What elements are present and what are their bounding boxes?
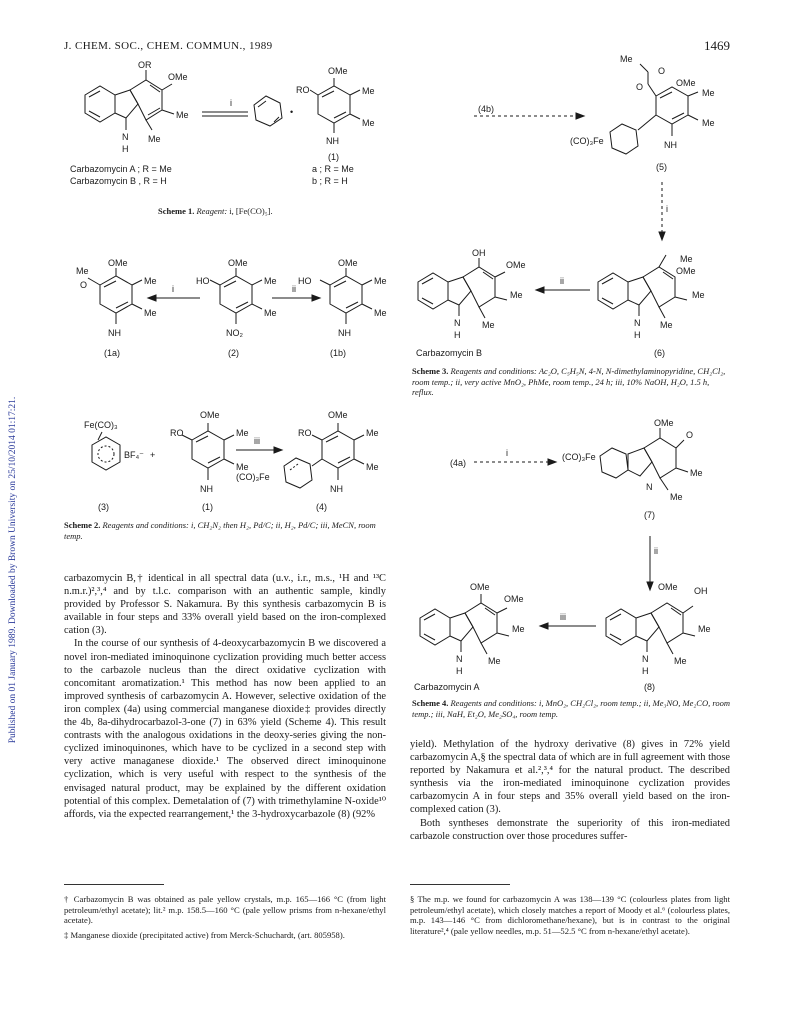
footnote-dagger: † Carbazomycin B was obtained as pale yellow crystals, m.p. 165—166 °C (from light petroleum/ethyl acetate); lit.² m.p. 158.5—160 °C (pale yellow prisms from n-hexane/ethyl acetate). — [64, 894, 386, 926]
s3-oh: OH — [472, 248, 486, 258]
s4-me-a2: Me — [488, 656, 501, 666]
right-paragraph-1: yield). Methylation of the hydroxy derivative (8) gives in 72% yield carbazomycin A,§ the spectral data of which are in full agreement with those reported by Nakamura et al.²,³,⁴ for the natural product. The described synthesis via the iron-mediated iminoquinone cyclization provides carbazomycin A in four steps and 35% overall yield based on the iron-complexed cation (3). — [410, 739, 730, 816]
s3-o-2: O — [636, 82, 644, 92]
s3-arrow-ii: ii — [560, 276, 564, 286]
s2-me-1a-2: Me — [144, 276, 157, 286]
s1-carb-a: Carbazomycin A ; R = Me — [70, 164, 172, 174]
s2-me-4-b: Me — [366, 462, 379, 472]
s1-me-2: Me — [148, 134, 161, 144]
right-paragraph-2: Both syntheses demonstrate the superiority of this iron-mediated carbazole construction over those procedures suffer- — [410, 817, 730, 842]
s2-ome-2: OMe — [228, 258, 248, 268]
s2-ome-1a: OMe — [108, 258, 128, 268]
scheme-1-caption: Scheme 1. Reagent: i, [Fe(CO)₅]. — [158, 206, 273, 216]
s1-carb-b: Carbazomycin B , R = H — [70, 176, 167, 186]
s3-n-b: N — [454, 318, 461, 328]
s4-ome-a1: OMe — [470, 582, 490, 592]
left-paragraph-1: carbazomycin B,† identical in all spectral data (u.v., i.r., m.s., ¹H and ¹³C n.m.r.)²,³,⁴ and by t.l.c. comparison with an authentic sample, kindly provided by Professor S. Nakamura. By this synthesis carbazomycin B is available in four steps and 33% overall yield based on the iron-complexed cation (3). — [64, 573, 386, 637]
s2-bf4: BF₄⁻ — [124, 450, 144, 460]
s1-compound: (1) — [328, 152, 339, 162]
s2-me-1b-b: Me — [374, 308, 387, 318]
s4-me-7b: Me — [670, 492, 683, 502]
s2-me-4-a: Me — [366, 428, 379, 438]
s2-plus: + — [150, 450, 156, 460]
s1-plus: • — [290, 107, 294, 117]
s2-no2: NO₂ — [226, 328, 243, 338]
s2-ome-1b: OMe — [338, 258, 358, 268]
s3-n-6: N — [634, 318, 641, 328]
s2-me-1b-a: Me — [374, 276, 387, 286]
s1-reagent: i — [230, 98, 232, 108]
s3-label-6: (6) — [654, 348, 665, 358]
s2-ro-1: RO — [170, 428, 184, 438]
s2-label-4: (4) — [316, 502, 327, 512]
s3-arrow-i: i — [666, 204, 668, 214]
s2-ho-1b: HO — [298, 276, 312, 286]
s3-me-b1: Me — [510, 290, 523, 300]
s3-o-1: O — [658, 66, 666, 76]
s4-me-8a: Me — [698, 624, 711, 634]
s2-me-2a: Me — [264, 276, 277, 286]
s2-ome-4: OMe — [328, 410, 348, 420]
s2-me-1a-3: Me — [144, 308, 157, 318]
s3-carb-b: Carbazomycin B — [416, 348, 483, 358]
journal-header: J. CHEM. SOC., CHEM. COMMUN., 1989 — [64, 40, 273, 52]
s3-ome-b: OMe — [506, 260, 526, 270]
s2-arrow-iii: iii — [254, 436, 260, 446]
s2-ome-1: OMe — [200, 410, 220, 420]
s4-ome-7: OMe — [654, 418, 674, 428]
s2-fe: Fe(CO)₃ — [84, 420, 118, 430]
left-paragraph-2: In the course of our synthesis of 4-deoxycarbazomycin B we discovered a novel iron-mediated iminoquinone cyclization providing much better access to the carbazole nucleus than the direct oxidative cyclization with concomitant aromatization.¹ This method has now been applied to an improved synthesis of carbazomycin A. However, selective oxidation of the iron complex (4a) using commercial manganese dioxide‡ provides directly the 4b, 8a-dihydrocarbazol-3-one (7) in 63% yield (Scheme 4). This result contrasts with the analogous oxidations in the deoxy-series giving the non-cyclized iminoquinones, which have to be cyclized in a second step with very active managanese dioxide.¹ The observed direct iminoquinone cyclization, which is very useful with respect to the synthesis of the envisaged natural product, may be explained by the different oxidation potential of this complex. Demetalation of (7) with trimethylamine N-oxide¹⁰ affords, via the expected rearrangement,¹ the 3-hydroxycarbazole (8) (92% — [64, 638, 386, 820]
s4-ome-8: OMe — [658, 582, 678, 592]
s1-me-b1: Me — [362, 86, 375, 96]
s3-me-1: Me — [702, 88, 715, 98]
s4-carb-a: Carbazomycin A — [414, 682, 480, 692]
s3-4b: (4b) — [478, 104, 495, 114]
s3-h-6: H — [634, 330, 641, 340]
footnote-rule-right — [410, 884, 510, 885]
s4-h-a: H — [456, 666, 463, 676]
footnote-rule-left — [64, 884, 164, 885]
s4-oh-8: OH — [694, 586, 708, 596]
s1-ome-b: OMe — [328, 66, 348, 76]
s1-me-1: Me — [176, 110, 189, 120]
s4-n-8: N — [642, 654, 649, 664]
s3-ome-6: OMe — [676, 266, 696, 276]
s1-nh2: NH — [326, 136, 339, 146]
s2-label-1b: (1b) — [330, 348, 347, 358]
footnote-section: § The m.p. we found for carbazomycin A was 138—139 °C (colourless plates from light petroleum/ethyl acetate), which closely matches a report of Moody et al.⁶ (colourless plates, m.p. 143—146 °C from dichloromethane/hexane), but is in contrast to the original literature²,⁴ (pale yellow needles, m.p. 51—52.5 °C from n-hexane/ethyl acetate). — [410, 894, 730, 936]
footnote-double-dagger: ‡ Manganese dioxide (precipitated active) from Merck-Schuchardt, (art. 805958). — [64, 929, 345, 940]
s3-ome: OMe — [676, 78, 696, 88]
s2-me-2b: Me — [264, 308, 277, 318]
s3-label-5: (5) — [656, 162, 667, 172]
s2-me-1a: Me — [76, 266, 89, 276]
s2-me-1-b: Me — [236, 462, 249, 472]
scheme-3-caption: Scheme 3. Reagents and conditions: Ac₂O, C₅H₅N, 4-N, N-dimethylaminopyridine, CH₂Cl₂, room temp.; ii, very active MnO₂, PhMe, room temp., 24 h; iii, 10% NaOH, H₂O, 1.5 h, reflux. — [412, 366, 726, 397]
download-watermark — [6, 200, 20, 940]
s1-n: N — [122, 132, 129, 142]
footnotes-left — [64, 894, 386, 944]
s1-ro: RO — [296, 85, 310, 95]
s4-label-7: (7) — [644, 510, 655, 520]
right-column-text — [410, 738, 730, 843]
s2-label-2: (2) — [228, 348, 239, 358]
s4-h-8: H — [642, 666, 649, 676]
s1-or: OR — [138, 60, 152, 70]
s3-me-ac: Me — [620, 54, 633, 64]
s2-me-1-a: Me — [236, 428, 249, 438]
s2-nh2-1b: NH — [338, 328, 351, 338]
s2-feco3: (CO)₃Fe — [236, 472, 270, 482]
s1-ome: OMe — [168, 72, 188, 82]
s2-arrow-i: i — [172, 284, 174, 294]
s4-o-7: O — [686, 430, 694, 440]
scheme-2-caption: Scheme 2. Reagents and conditions: i, CH₂N₂ then H₂, Pd/C; ii, H₂, Pd/C; iii, MeCN, room temp. — [64, 520, 376, 541]
s3-feco3: (CO)₃Fe — [570, 136, 604, 146]
s4-n-a: N — [456, 654, 463, 664]
s4-n-7: N — [646, 482, 653, 492]
s2-o-1a: O — [80, 280, 88, 290]
s4-label-8: (8) — [644, 682, 655, 692]
s2-nh2-1a: NH — [108, 328, 121, 338]
scheme-4-caption: Scheme 4. Reagents and conditions: i, MnO₂, CH₂Cl₂, room temp.; ii, Me₃NO, Me₂CO, room temp.; iii, NaH, Et₂O, Me₂SO₄, room temp. — [412, 698, 730, 719]
s4-me-7a: Me — [690, 468, 703, 478]
s3-h-b: H — [454, 330, 461, 340]
s3-me-6a: Me — [692, 290, 705, 300]
s4-me-8b: Me — [674, 656, 687, 666]
watermark-text: Published on 01 January 1989. Downloaded by Brown University on 25/10/2014 01:17:21. — [8, 396, 18, 744]
s2-arrow-ii: ii — [292, 284, 296, 294]
s4-4a: (4a) — [450, 458, 467, 468]
s3-me-6ac: Me — [680, 254, 693, 264]
s2-nh2-1: NH — [200, 484, 213, 494]
s4-arrow-ii: ii — [654, 546, 658, 556]
s2-ro-4: RO — [298, 428, 312, 438]
s1-me-b2: Me — [362, 118, 375, 128]
s2-label-3: (3) — [98, 502, 109, 512]
s1-b: b ; R = H — [312, 176, 348, 186]
s4-arrow-iii: iii — [560, 612, 566, 622]
s3-nh2: NH — [664, 140, 677, 150]
s2-label-1: (1) — [202, 502, 213, 512]
s2-label-1a: (1a) — [104, 348, 121, 358]
s3-me-2: Me — [702, 118, 715, 128]
s2-nh2-4: NH — [330, 484, 343, 494]
footnotes-right — [410, 894, 730, 940]
s2-ho-2: HO — [196, 276, 210, 286]
s4-ome-a2: OMe — [504, 594, 524, 604]
s3-me-b2: Me — [482, 320, 495, 330]
s4-feco3: (CO)₃Fe — [562, 452, 596, 462]
s4-arrow-i: i — [506, 448, 508, 458]
s1-h: H — [122, 144, 129, 154]
page-number: 1469 — [704, 38, 730, 53]
s1-a: a ; R = Me — [312, 164, 354, 174]
s3-me-6b: Me — [660, 320, 673, 330]
left-column-text — [64, 572, 386, 821]
s4-me-a1: Me — [512, 624, 525, 634]
